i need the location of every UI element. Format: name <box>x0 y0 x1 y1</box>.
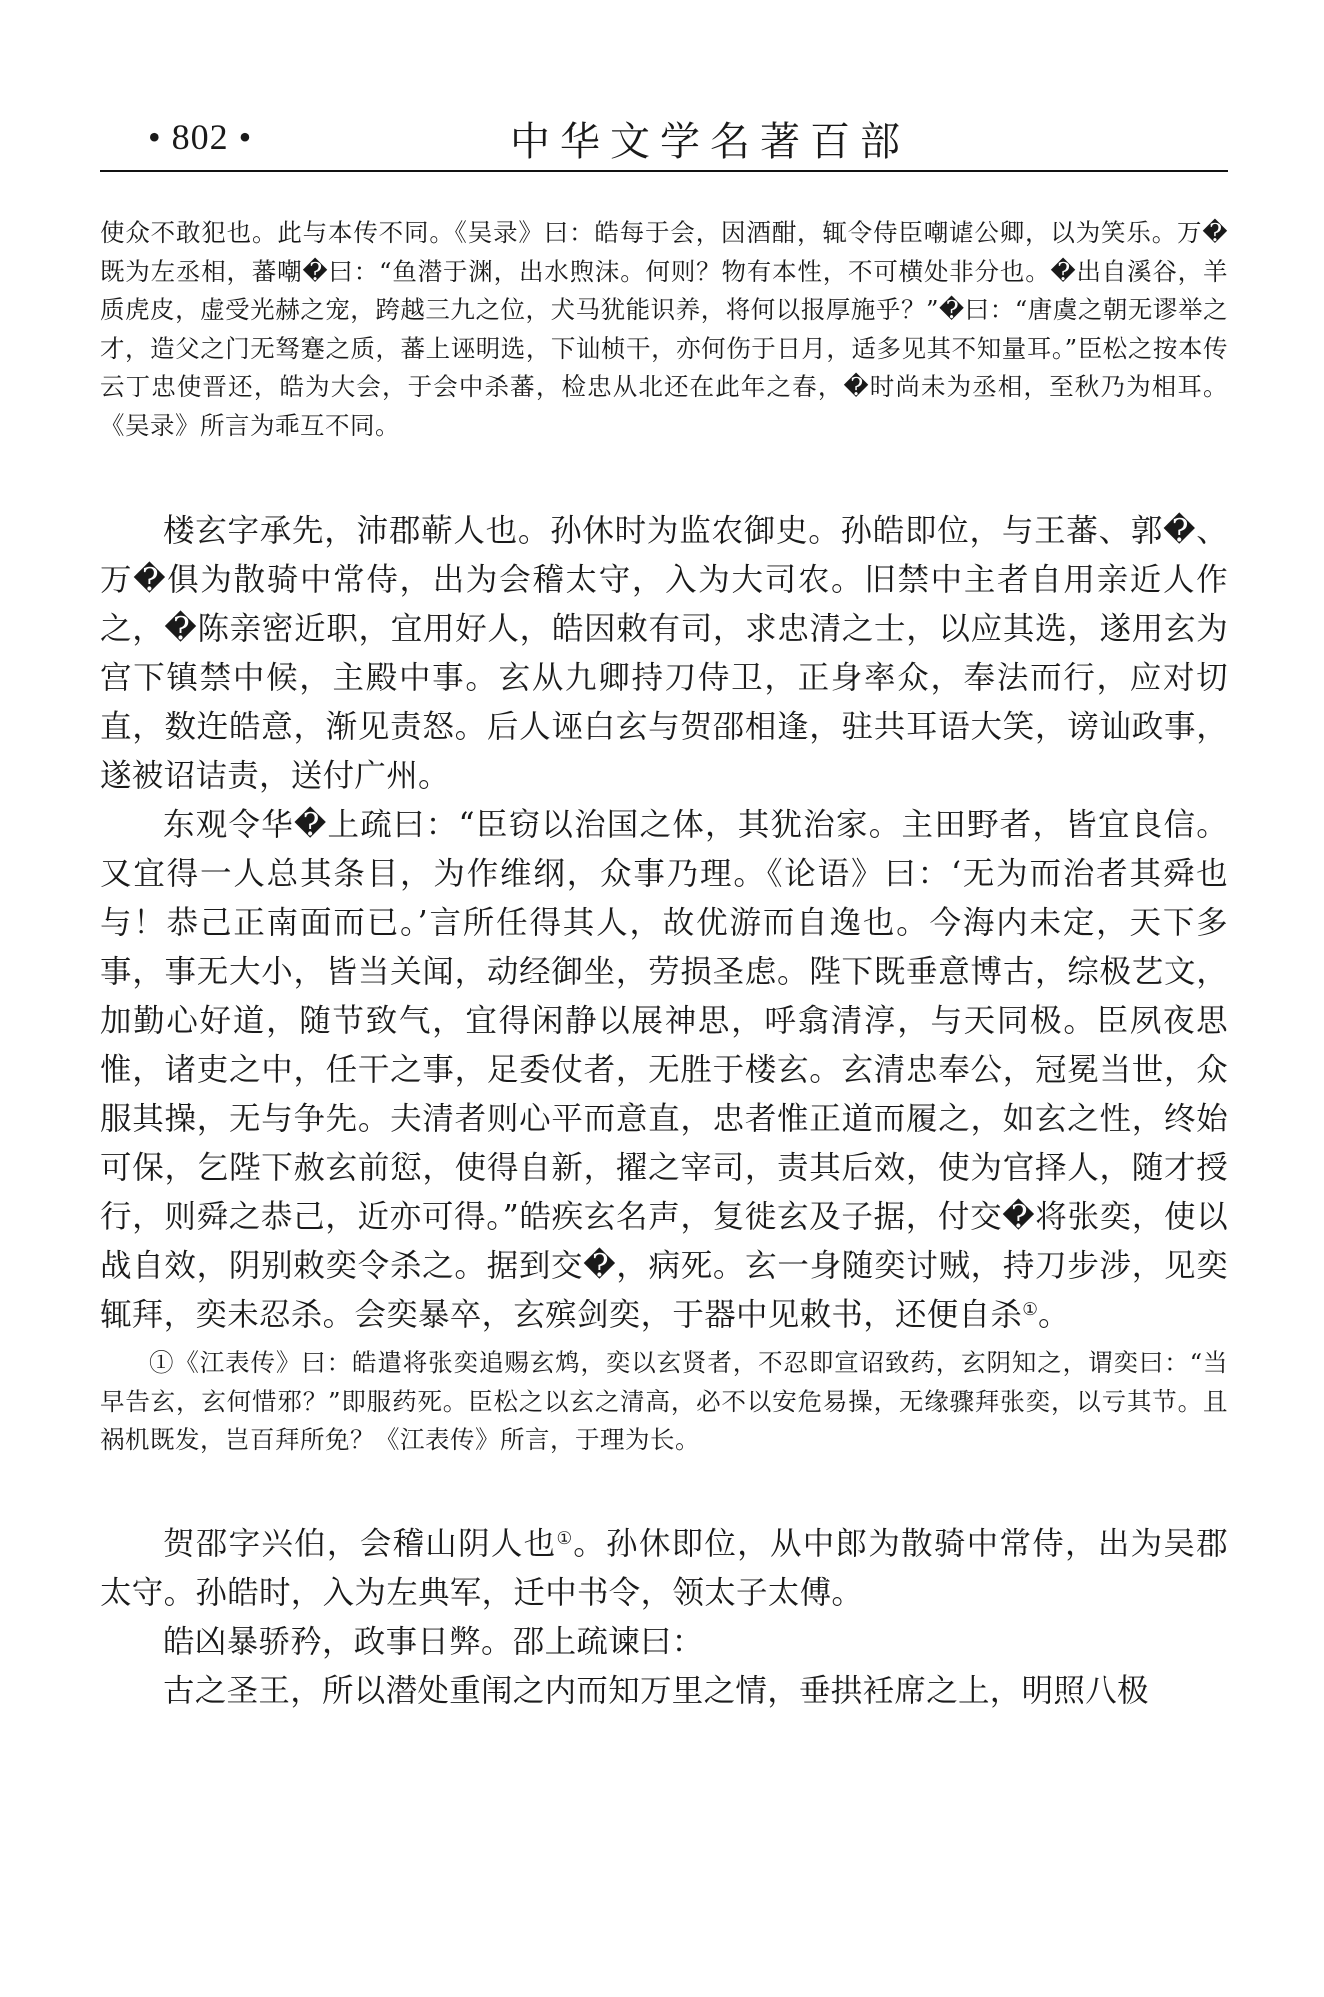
footnote-marker: ① <box>1022 1300 1039 1321</box>
paragraph-text: 东观令华�上疏曰：“臣窃以治国之体，其犹治家。主田野者，皆宜良信。又宜得一人总其条目，为作维纲，众事乃理。《论语》曰：‘无为而治者其舜也与！恭己正南面而已。’言所任得其人，故优游而自逸也。今海内未定，天下多事，事无大小，皆当关闻，动经御坐，劳损圣虑。陛下既垂意博古，综极艺文，加勤心好道，随节致气，宜得闲静以展神思，呼翕清淳，与天同极。臣夙夜思惟，诸吏之中，任干之事，足委仗者，无胜于楼玄。玄清忠奉公，冠冕当世，众服其操，无与争先。夫清者则心平而意直，忠者惟正道而履之，如玄之性，终始可保，乞陛下赦玄前愆，使得自新，擢之宰司，责其后效，使为官择人，随才授行，则舜之恭己，近亦可得。”皓疾玄名声，复徙玄及子据，付交�将张奕，使以战自效，阴别敕奕令杀之。据到交�，病死。玄一身随奕讨贼，持刀步涉，见奕辄拜，奕未忍杀。会奕暴卒，玄殡剑奕，于器中见敕书，还便自杀 <box>100 807 1228 1333</box>
paragraph-memorial-text: 古之圣王，所以潜处重闱之内而知万里之情，垂拱衽席之上，明照八极 <box>163 1672 1149 1709</box>
header-rule <box>100 170 1228 172</box>
paragraph-text: 。孙休即位，从中郎为散骑中常侍，出为吴郡太守。孙皓时，入为左典军，迁中书令，领太子太傅。 <box>100 1525 1228 1611</box>
footnote-marker: ① <box>556 1528 574 1549</box>
footnote: ①《江表传》曰：皓遣将张奕追赐玄鸩，奕以玄贤者，不忍即宣诏致药，玄阴知之，谓奕曰：“当早告玄，玄何惜邪？”即服药死。臣松之以玄之清高，必不以安危易操，无缘骤拜张奕，以亏其节。且祸机既发，岂百拜所免？《江表传》所言，于理为长。 <box>100 1348 1228 1454</box>
paragraph-lou-xuan: 楼玄字承先，沛郡蕲人也。孙休时为监农御史。孙皓即位，与王蕃、郭�、万�俱为散骑中常侍，出为会稽太守，入为大司农。旧禁中主者自用亲近人作之，�陈亲密近职，宜用好人，皓因敕有司，求忠清之士，以应其选，遂用玄为宫下镇禁中候，主殿中事。玄从九卿持刀侍卫，正身率众，奉法而行，应对切直，数迕皓意，渐见责怒。后人诬白玄与贺邵相逢，驻共耳语大笑，谤讪政事，遂被诏诘责，送付广州。 <box>100 513 1228 794</box>
paragraph-he-shao <box>100 1520 1228 1618</box>
paragraph-end-punct: 。 <box>1038 1297 1070 1333</box>
page-header <box>100 110 1228 170</box>
page-body <box>100 214 1228 1716</box>
book-title: 中华文学名著百部 <box>510 119 910 165</box>
paragraph-text: 贺邵字兴伯，会稽山阴人也 <box>163 1525 557 1562</box>
annotation-note: 使众不敢犯也。此与本传不同。《吴录》曰：皓每于会，因酒酣，辄令侍臣嘲谑公卿，以为笑乐。万�既为左丞相，蕃嘲�曰：“鱼潜于渊，出水煦沫。何则？物有本性，不可横处非分也。�出自溪谷，羊质虎皮，虚受光赫之宠，跨越三九之位，犬马犹能识养，将何以报厚施乎？”�曰：“唐虞之朝无谬举之才，造父之门无驽蹇之质，蕃上诬明选，下讪桢干，亦何伤于日月，适多见其不知量耳。”臣松之按本传云丁忠使晋还，皓为大会，于会中杀蕃，检忠从北还在此年之春，�时尚未为丞相，至秋乃为相耳。《吴录》所言为乖互不同。 <box>100 218 1228 440</box>
paragraph-remonstrance-intro: 皓凶暴骄矜，政事日弊。邵上疏谏曰： <box>163 1623 704 1660</box>
page-number: • 802 • <box>148 117 253 157</box>
paragraph-hua-memorial <box>100 801 1228 1340</box>
